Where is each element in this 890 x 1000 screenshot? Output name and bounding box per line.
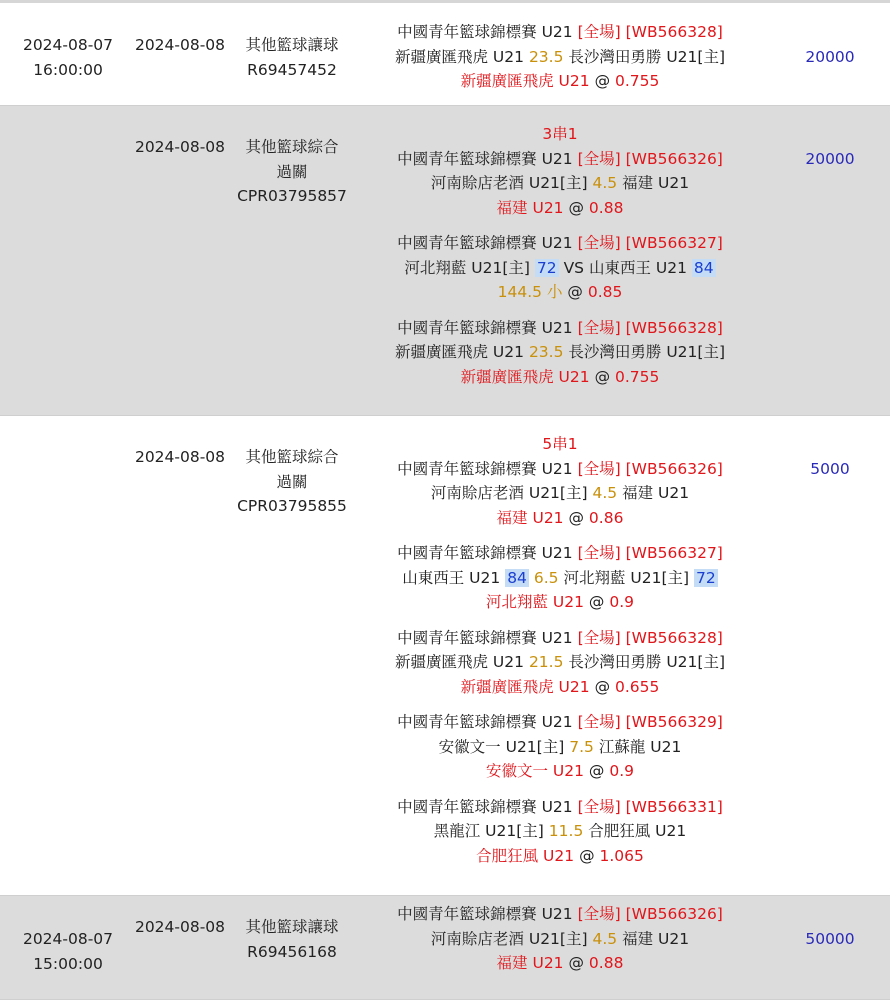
bet-type-label: 其他籃球綜合 [245, 448, 339, 466]
leg-teams-line [360, 650, 760, 675]
match-code: [WB566327] [625, 544, 723, 562]
team-one: 河南賒店老酒 U21 [430, 484, 560, 502]
match-code: [WB566328] [625, 628, 723, 647]
leg-pick-line [360, 590, 760, 615]
home-tag: [主] [697, 653, 725, 671]
bet-details [360, 20, 760, 94]
period-tag: [全場] [577, 234, 621, 252]
team-one-score: 84 [507, 568, 527, 587]
leg-league-line [360, 457, 760, 482]
match-date: 2024-08-08 [134, 36, 226, 54]
handicap-line: 21.5 [528, 653, 564, 671]
match-code: [WB566326] [625, 905, 723, 923]
home-tag: [主] [697, 47, 725, 66]
odds-value: 0.755 [615, 72, 660, 90]
league-name: 中國青年籃球錦標賽 U21 [397, 544, 573, 562]
leg-pick-line [360, 506, 760, 531]
selection: 合肥狂風 U21 [476, 846, 575, 865]
home-tag: [主] [697, 343, 725, 361]
leg-pick-line [360, 69, 760, 94]
selection: 新疆廣匯飛虎 U21 [460, 72, 590, 90]
odds-at: @ [568, 508, 584, 527]
team-one: 河南賒店老酒 U21 [430, 929, 560, 948]
league-name: 中國青年籃球錦標賽 U21 [397, 713, 573, 731]
league-name: 中國青年籃球錦標賽 U21 [397, 797, 573, 816]
home-tag: [主] [516, 822, 544, 840]
match-code: [WB566329] [625, 713, 723, 731]
bet-time: 16:00:00 [33, 60, 103, 79]
leg-teams-line [360, 171, 760, 196]
period-tag: [全場] [577, 459, 621, 478]
handicap-line: 11.5 [548, 822, 584, 840]
team-two: 合肥狂風 U21 [588, 822, 687, 840]
league-name: 中國青年籃球錦標賽 U21 [397, 459, 573, 478]
bet-history-list [0, 3, 890, 1000]
leg-pick-line [360, 280, 760, 305]
league-name: 中國青年籃球錦標賽 U21 [397, 234, 573, 252]
bet-time: 15:00:00 [33, 954, 103, 973]
team-one: 新疆廣匯飛虎 U21 [395, 653, 524, 671]
odds-at: @ [594, 677, 611, 696]
leg-league-line [360, 147, 760, 172]
odds-at: @ [588, 762, 605, 780]
team-two: 長沙灣田勇勝 U21 [568, 47, 698, 66]
odds-value: 0.88 [588, 954, 624, 972]
bet-date: 2024-08-07 [22, 930, 114, 948]
leg-league-line [360, 902, 760, 927]
leg-teams-line [360, 566, 760, 591]
odds-value: 0.88 [588, 198, 624, 217]
leg-league-line [360, 231, 760, 256]
match-date: 2024-08-08 [134, 138, 226, 156]
leg-pick-line [360, 196, 760, 221]
bet-details [360, 122, 760, 389]
bet-leg [360, 457, 760, 531]
parlay-type: 3串1 [542, 125, 578, 143]
team-one: 山東西王 U21 [402, 568, 501, 587]
leg-pick-line [360, 844, 760, 869]
stake-amount: 20000 [805, 150, 855, 168]
bet-leg [360, 626, 760, 700]
odds-at: @ [568, 198, 584, 217]
selection: 144.5 小 [497, 283, 563, 301]
leg-league-line [360, 541, 760, 566]
period-tag: [全場] [577, 628, 621, 647]
match-code: [WB566328] [625, 23, 723, 41]
selection: 新疆廣匯飛虎 U21 [460, 677, 590, 696]
leg-teams-line [360, 256, 760, 281]
match-code: [WB566327] [625, 234, 723, 252]
odds-at: @ [579, 846, 595, 865]
team-one-score: 72 [536, 258, 557, 277]
bet-leg [360, 316, 760, 390]
odds-value: 0.9 [609, 762, 635, 780]
leg-pick-line [360, 951, 760, 976]
odds-at: @ [594, 367, 611, 386]
stake-amount: 5000 [810, 460, 850, 478]
home-tag: [主] [661, 568, 690, 587]
bet-details [360, 902, 760, 976]
home-tag: [主] [559, 929, 588, 948]
bet-datetime [12, 33, 124, 82]
bet-type-label: 其他籃球讓球 [245, 918, 339, 936]
leg-league-line [360, 20, 760, 45]
bet-details [360, 432, 760, 868]
bet-type [234, 445, 350, 519]
bet-row[interactable] [0, 416, 890, 896]
match-code: [WB566328] [625, 318, 723, 337]
bet-row[interactable] [0, 896, 890, 1000]
selection: 福建 U21 [496, 198, 564, 217]
period-tag: [全場] [577, 713, 621, 731]
league-name: 中國青年籃球錦標賽 U21 [397, 23, 573, 41]
match-code: [WB566326] [625, 459, 723, 478]
selection: 河北翔藍 U21 [485, 593, 584, 611]
bet-type-label-cont: 過關 [276, 472, 308, 491]
team-two: 江蘇龍 U21 [598, 737, 682, 756]
selection: 福建 U21 [496, 508, 564, 527]
odds-at: @ [568, 954, 584, 972]
parlay-type: 5串1 [542, 435, 578, 453]
team-one: 河南賒店老酒 U21 [430, 174, 560, 192]
leg-teams-line [360, 481, 760, 506]
period-tag: [全場] [577, 149, 621, 168]
bet-type [234, 33, 350, 82]
leg-pick-line [360, 365, 760, 390]
bet-row[interactable] [0, 3, 890, 106]
odds-value: 0.85 [587, 283, 623, 301]
handicap-line: 6.5 [533, 568, 559, 587]
period-tag: [全場] [577, 23, 621, 41]
match-date: 2024-08-08 [134, 448, 226, 466]
team-one: 安徽文一 U21 [438, 737, 537, 756]
bet-datetime [12, 927, 124, 976]
handicap-line: 4.5 [592, 929, 618, 948]
versus-label: VS [563, 258, 585, 277]
leg-teams-line [360, 340, 760, 365]
bet-leg [360, 541, 760, 615]
bet-leg [360, 147, 760, 221]
odds-value: 0.86 [588, 508, 624, 527]
bet-leg [360, 710, 760, 784]
bet-type-label: 其他籃球讓球 [245, 36, 339, 54]
home-tag: [主] [559, 174, 588, 192]
bet-type [234, 135, 350, 209]
match-date: 2024-08-08 [134, 918, 226, 936]
bet-reference[interactable]: CPR03795855 [237, 497, 347, 515]
leg-pick-line [360, 759, 760, 784]
bet-reference[interactable]: CPR03795857 [237, 187, 347, 205]
match-code: [WB566326] [625, 149, 723, 168]
selection: 安徽文一 U21 [485, 762, 584, 780]
team-one: 新疆廣匯飛虎 U21 [395, 47, 524, 66]
odds-value: 0.755 [615, 367, 660, 386]
period-tag: [全場] [577, 905, 621, 923]
team-one: 河北翔藍 U21 [404, 258, 503, 277]
bet-leg [360, 795, 760, 869]
bet-reference[interactable]: R69456168 [247, 942, 337, 961]
team-two: 河北翔藍 U21 [563, 568, 662, 587]
league-name: 中國青年籃球錦標賽 U21 [397, 905, 573, 923]
leg-teams-line [360, 927, 760, 952]
home-tag: [主] [502, 258, 530, 277]
team-one: 新疆廣匯飛虎 U21 [395, 343, 524, 361]
team-two: 福建 U21 [622, 484, 690, 502]
bet-type [234, 915, 350, 964]
bet-row[interactable] [0, 106, 890, 416]
team-two: 福建 U21 [622, 174, 690, 192]
odds-value: 0.9 [609, 593, 635, 611]
handicap-line: 23.5 [528, 343, 564, 361]
period-tag: [全場] [577, 318, 621, 337]
period-tag: [全場] [577, 544, 621, 562]
selection: 新疆廣匯飛虎 U21 [460, 367, 590, 386]
stake-amount: 20000 [805, 48, 855, 66]
team-two: 長沙灣田勇勝 U21 [568, 343, 698, 361]
home-tag: [主] [559, 484, 588, 502]
team-two-score: 84 [693, 258, 714, 277]
stake-amount: 50000 [805, 930, 855, 948]
odds-at: @ [594, 72, 611, 90]
handicap-line: 4.5 [592, 174, 618, 192]
bet-leg [360, 902, 760, 976]
odds-value: 1.065 [599, 846, 644, 865]
bet-type-label-cont: 過關 [276, 162, 308, 181]
leg-pick-line [360, 675, 760, 700]
bet-type-label: 其他籃球綜合 [245, 138, 339, 156]
team-two: 福建 U21 [622, 929, 690, 948]
team-one: 黑龍江 U21 [433, 822, 517, 840]
leg-league-line [360, 795, 760, 820]
leg-teams-line [360, 45, 760, 70]
league-name: 中國青年籃球錦標賽 U21 [397, 318, 573, 337]
odds-value: 0.655 [615, 677, 660, 696]
leg-league-line [360, 710, 760, 735]
period-tag: [全場] [577, 797, 621, 816]
odds-at: @ [567, 283, 583, 301]
league-name: 中國青年籃球錦標賽 U21 [397, 149, 573, 168]
handicap-line: 4.5 [592, 484, 618, 502]
home-tag: [主] [536, 737, 565, 756]
odds-at: @ [588, 593, 605, 611]
bet-leg [360, 20, 760, 94]
team-two: 山東西王 U21 [588, 258, 687, 277]
team-two: 長沙灣田勇勝 U21 [568, 653, 698, 671]
handicap-line: 23.5 [528, 47, 564, 66]
leg-league-line [360, 316, 760, 341]
bet-leg [360, 231, 760, 305]
leg-teams-line [360, 735, 760, 760]
bet-reference[interactable]: R69457452 [247, 60, 337, 79]
leg-league-line [360, 626, 760, 651]
match-code: [WB566331] [625, 797, 723, 816]
handicap-line: 7.5 [569, 737, 594, 756]
leg-teams-line [360, 819, 760, 844]
bet-date: 2024-08-07 [22, 36, 114, 54]
selection: 福建 U21 [496, 954, 564, 972]
league-name: 中國青年籃球錦標賽 U21 [397, 628, 573, 647]
team-two-score: 72 [696, 568, 716, 587]
